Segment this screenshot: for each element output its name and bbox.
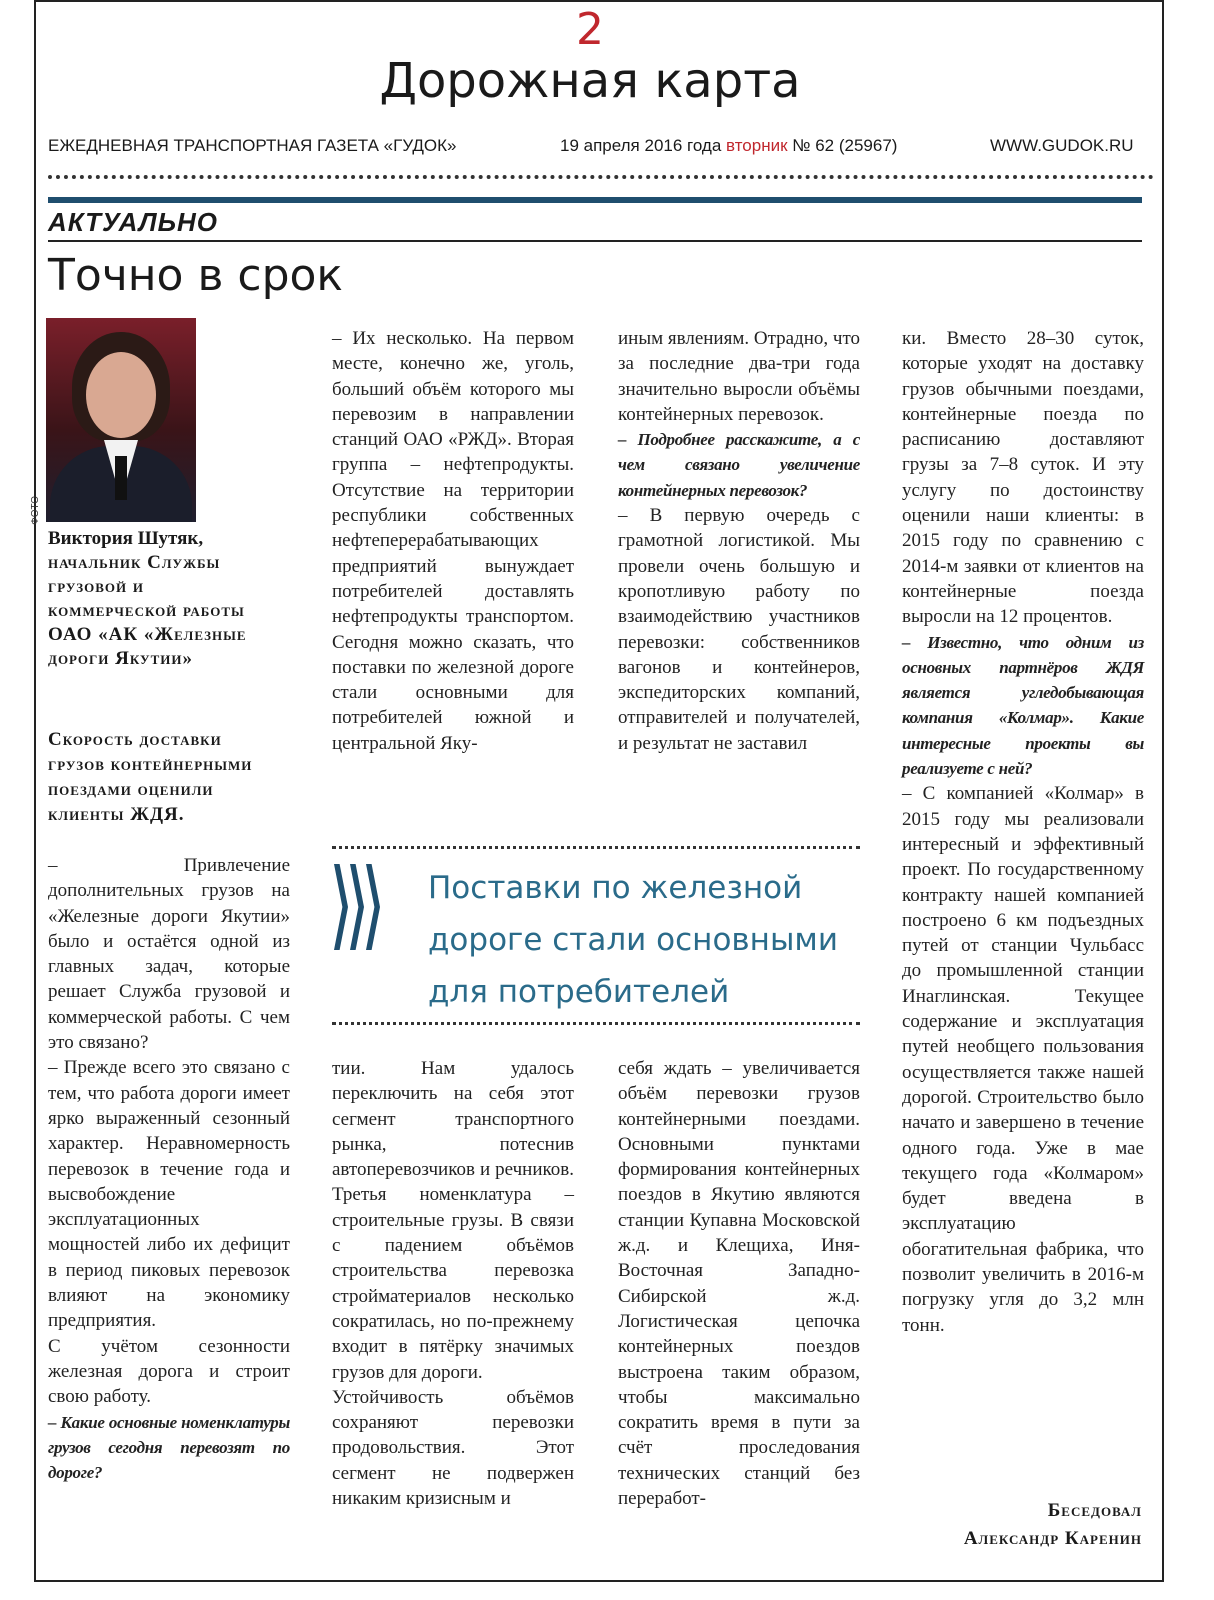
interviewee-name: Виктория Шутяк,: [48, 528, 204, 549]
interviewee-photo: [46, 318, 196, 522]
article-paragraph: Устойчивость объёмов сохраняют перевозки продовольствия. Этот сегмент не подвержен никаким кризисным и: [332, 1386, 574, 1510]
article-kicker: АКТУАЛЬНО: [48, 207, 218, 237]
column-3-top: [618, 326, 860, 756]
interview-question: – Какие основные номенклатуры грузов сегодня перевозят по дороге?: [48, 1412, 290, 1483]
interviewee-role: начальник Службы грузовой и коммерческой работы ОАО «АК «Железные дороги Якутии»: [48, 552, 247, 669]
left-frame-rule: [34, 0, 36, 1582]
article-paragraph: С учётом сезонности железная дорога и строит свою работу.: [48, 1335, 290, 1408]
article-paragraph: – С компанией «Колмар» в 2015 году мы реализовали интересный и эффективный проект. По государственному контракту нашей компанией построено 6 км подъездных путей от станции Чульбасс до промышленной станции Инаглинская. Текущее содержание и эксплуатация путей необщего пользования осуществляется также нашей дорогой. Строительство было начато и завершено в течение одного года. Уже в мае текущего года «Колмаром» будет введена в эксплуатацию обогатительная фабрика, что позволит увеличить в 2016-м погрузку угля до 3,2 млн тонн.: [902, 783, 1144, 1336]
article-paragraph: тии. Нам удалось переключить на себя этот сегмент транспортного рынка, потеснив автоперевозчиков и речников. Третья номенклатура – строительные грузы. В связи с падением объёмов строительства перевозка стройматериалов несколько сократилась, но по-прежнему входит в пятёрку значимых грузов для дороги.: [332, 1058, 574, 1383]
column-2-top: [332, 326, 574, 756]
interviewer-signoff: [964, 1497, 1142, 1553]
pullquote-top-divider: [332, 846, 860, 849]
column-3-bottom: [618, 1056, 860, 1511]
article-paragraph: – Их несколько. На первом месте, конечно же, уголь, больший объём которого мы перевозим в направлении станций ОАО «РЖД». Вторая группа – нефтепродукты. Отсутствие на территории республики собственных нефтеперерабатывающих предприятий вынуждает потребителей доставлять нефтепродукты транспортом. Сегодня можно сказать, что поставки по железной дороге стали основными для потребителей южной и центральной Яку-: [332, 328, 574, 754]
photo-credit: ФОТО: [30, 496, 41, 525]
article-headline: Точно в срок: [48, 250, 344, 301]
issue-weekday: вторник: [726, 136, 788, 155]
section-title: Дорожная карта: [379, 53, 801, 109]
issue-date: 19 апреля 2016 года: [560, 136, 722, 155]
article-paragraph: – Привлечение дополнительных грузов на «Железные дороги Якутии» было и остаётся одной из главных задач, которые решает Служба грузовой и коммерческой работы. С чем это связано?: [48, 855, 290, 1054]
interviewer-label: Беседовал: [1047, 1500, 1142, 1521]
article-paragraph: – В первую очередь с грамотной логистикой. Мы провели очень большую и кропотливую работу по взаимодействию участников перевозки: собственников вагонов и контейнеров, экспедиторских компаний, отправителей и получателей, и результат не заставил: [618, 505, 860, 754]
chevron-icon: [366, 864, 380, 950]
pullquote: Поставки по железной дороге стали основными для потребителей: [428, 870, 838, 1010]
article-paragraph: себя ждать – увеличивается объём перевозки грузов контейнерными поездами. Основными пунктами формирования контейнерных поездов в Якутию являются станции Купавна Московской ж.д. и Клещиха, Иня-Восточная Западно-Сибирской ж.д. Логистическая цепочка контейнерных поездов выстроена таким образом, чтобы максимально сократить время в пути за счёт проследования технических станций без переработ-: [618, 1058, 860, 1510]
article-lead: Скорость доставки грузов контейнерными поездами оценили клиенты ЖДЯ.: [48, 729, 253, 825]
byline: [48, 527, 278, 671]
article-paragraph: иным явлениям. Отрадно, что за последние два-три года значительно выросли объёмы контейнерных перевозок.: [618, 328, 860, 425]
article-paragraph: ки. Вместо 28–30 суток, которые уходят на доставку грузов обычными поездами, контейнерные поезда по расписанию доставляют грузы за 7–8 суток. И эту услугу по достоинству оценили наши клиенты: в 2015 году по сравнению с 2014-м заявки от клиентов на контейнерные поезда выросли на 12 процентов.: [902, 328, 1144, 628]
pullquote-bottom-divider: [332, 1022, 860, 1025]
section-accent-bar: [48, 197, 1142, 203]
chevron-icon: [334, 864, 348, 950]
column-2-bottom: [332, 1056, 574, 1511]
masthead-dotted-divider: [48, 175, 1154, 179]
page-number: 2: [576, 4, 604, 55]
column-1-body: [48, 853, 290, 1485]
website-link[interactable]: WWW.GUDOK.RU: [990, 136, 1134, 155]
kicker-underline: [48, 240, 1142, 242]
top-rule: [34, 0, 1164, 2]
column-4-body: [902, 326, 1144, 1338]
interview-question: – Подробнее расскажите, а с чем связано увеличение контейнерных перевозок?: [618, 430, 860, 500]
interview-question: – Известно, что одним из основных партнёров ЖДЯ является угледобывающая компания «Колмар». Какие интересные проекты вы реализуете с ней?: [902, 632, 1144, 779]
issue-number: № 62 (25967): [792, 136, 898, 155]
bottom-rule: [34, 1580, 1164, 1582]
article-paragraph: – Прежде всего это связано с тем, что работа дороги имеет ярко выраженный сезонный характер. Неравномерность перевозок в течение года и высвобождение эксплуатационных мощностей либо их дефицит в период пиковых перевозок влияют на экономику предприятия.: [48, 1057, 290, 1332]
chevron-icon: [350, 864, 364, 950]
right-frame-rule: [1162, 0, 1164, 1582]
interviewer-name: Александр Каренин: [963, 1528, 1142, 1549]
masthead-date-line: [560, 136, 897, 156]
masthead-paper: ЕЖЕДНЕВНАЯ ТРАНСПОРТНАЯ ГАЗЕТА «ГУДОК»: [48, 136, 457, 155]
